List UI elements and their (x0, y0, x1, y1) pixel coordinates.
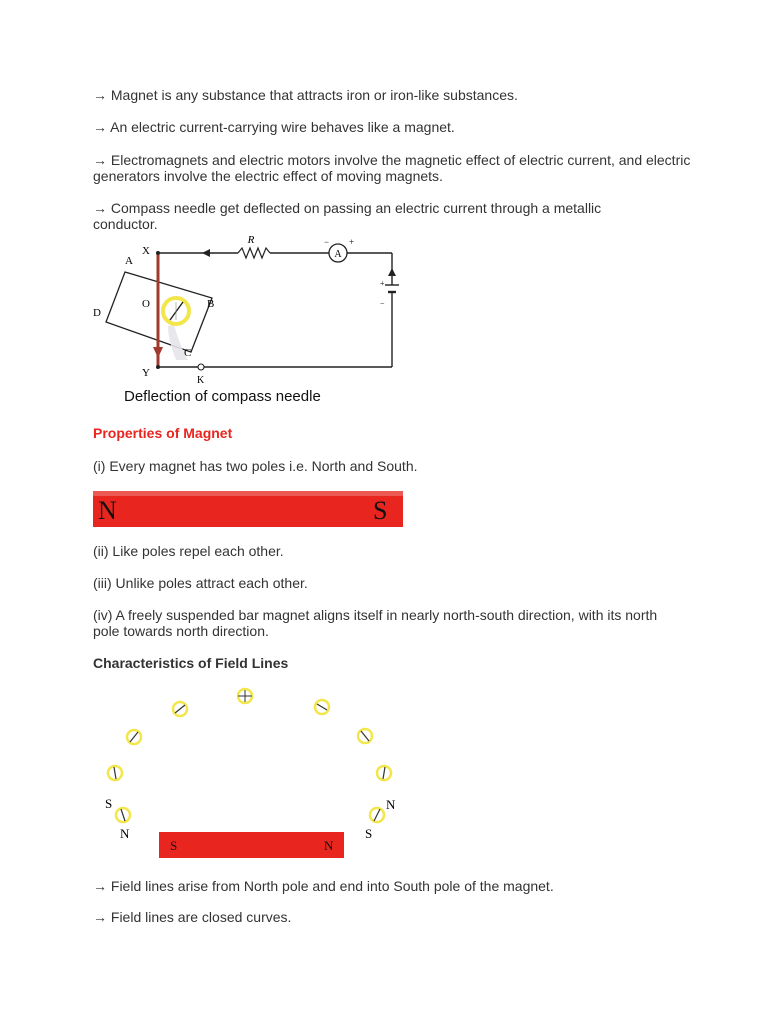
magnet-north-label: N (324, 838, 334, 853)
compass-icon (127, 730, 141, 744)
label-x: X (142, 245, 150, 257)
property-4: (iv) A freely suspended bar magnet aligns itself in nearly north-south direction, with its north pole towards north direction. (93, 607, 658, 639)
compass-icon (116, 808, 130, 822)
resistor-label: R (247, 234, 255, 246)
battery-plus: + (380, 279, 385, 288)
compass-icon (173, 702, 187, 716)
property-3: (iii) Unlike poles attract each other. (93, 575, 308, 591)
right-top-pole-label: N (386, 797, 396, 812)
field-lines-diagram (100, 680, 410, 860)
bar-magnet (93, 489, 403, 529)
compass-icon (377, 766, 391, 780)
left-bottom-pole-label: N (120, 826, 130, 841)
compass-icon (315, 700, 329, 714)
field-point-2: → Field lines are closed curves. (93, 909, 292, 925)
properties-title: Properties of Magnet (93, 425, 233, 441)
key-icon (198, 364, 204, 370)
intro-2: → An electric current-carrying wire behaves like a magnet. (93, 119, 455, 135)
left-top-pole-label: S (105, 796, 113, 811)
bar-south-label: S (373, 496, 388, 525)
ammeter-plus: + (349, 237, 355, 247)
diagram-caption: Deflection of compass needle (124, 388, 321, 405)
label-y: Y (142, 367, 150, 379)
compass-icon (370, 808, 384, 822)
compass-deflection-diagram (88, 230, 408, 410)
field-lines-title: Characteristics of Field Lines (93, 655, 289, 671)
intro-4: → Compass needle get deflected on passing an electric current through a metallic conductor. (93, 200, 602, 232)
ammeter-label: A (334, 249, 342, 260)
compass-icon (358, 729, 372, 743)
label-d: D (93, 307, 101, 319)
label-o: O (142, 298, 150, 310)
field-point-1: → Field lines arise from North pole and end into South pole of the magnet. (93, 878, 554, 894)
property-1: (i) Every magnet has two poles i.e. North and South. (93, 458, 418, 474)
compass-icon (238, 689, 252, 703)
magnet-south-label: S (170, 838, 178, 853)
label-a: A (125, 255, 133, 267)
label-b: B (207, 298, 215, 310)
battery-arrow-icon (388, 268, 396, 276)
battery-minus: − (380, 299, 385, 308)
key-label: K (197, 375, 205, 386)
intro-1: → Magnet is any substance that attracts iron or iron-like substances. (93, 87, 518, 103)
current-arrow-icon (202, 249, 210, 257)
label-c: C (184, 347, 192, 359)
intro-3: → Electromagnets and electric motors involve the magnetic effect of electric current, and electric generators involve the electric effect of moving magnets. (93, 152, 691, 184)
field-bar-magnet (159, 832, 344, 858)
property-2: (ii) Like poles repel each other. (93, 543, 284, 559)
conductor-arrow-icon (153, 347, 163, 358)
right-bottom-pole-label: S (365, 826, 373, 841)
compass-icon (108, 766, 122, 780)
ammeter-minus: − (324, 237, 330, 247)
bar-north-label: N (98, 496, 117, 525)
